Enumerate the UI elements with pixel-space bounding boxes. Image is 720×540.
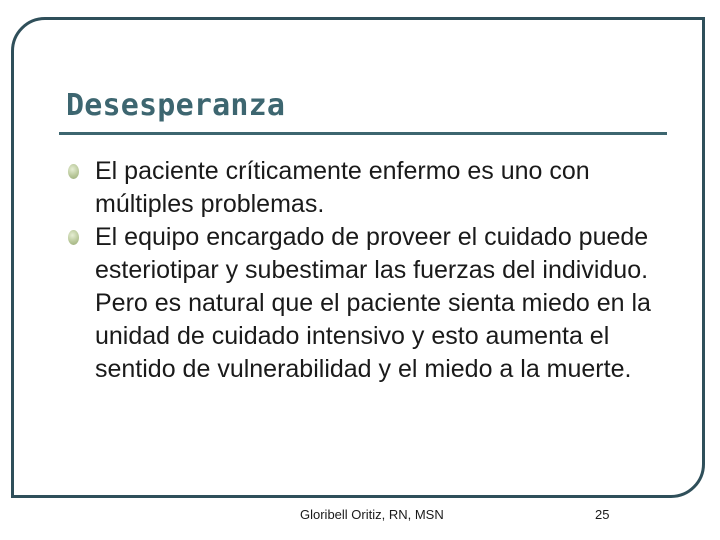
bullet-text: El paciente críticamente enfermo es uno con múltiples problemas. [95, 157, 590, 218]
bullet-item [68, 221, 668, 386]
bullet-dot-icon [68, 230, 79, 245]
bullet-text: El equipo encargado de proveer el cuidado puede esteriotipar y subestimar las fuerzas del individuo. Pero es natural que el paciente sienta miedo en la unidad de cuidado intensivo y esto aumenta el sentido de vulnerabilidad y el miedo a la muerte. [95, 223, 651, 383]
page-number: 25 [595, 507, 610, 522]
bullet-dot-icon [68, 164, 79, 179]
slide-title: Desesperanza [66, 88, 286, 123]
title-underline [59, 132, 667, 135]
bullet-item [68, 155, 668, 221]
bullet-list [68, 155, 668, 386]
footer-author: Gloribell Oritiz, RN, MSN [300, 507, 444, 522]
